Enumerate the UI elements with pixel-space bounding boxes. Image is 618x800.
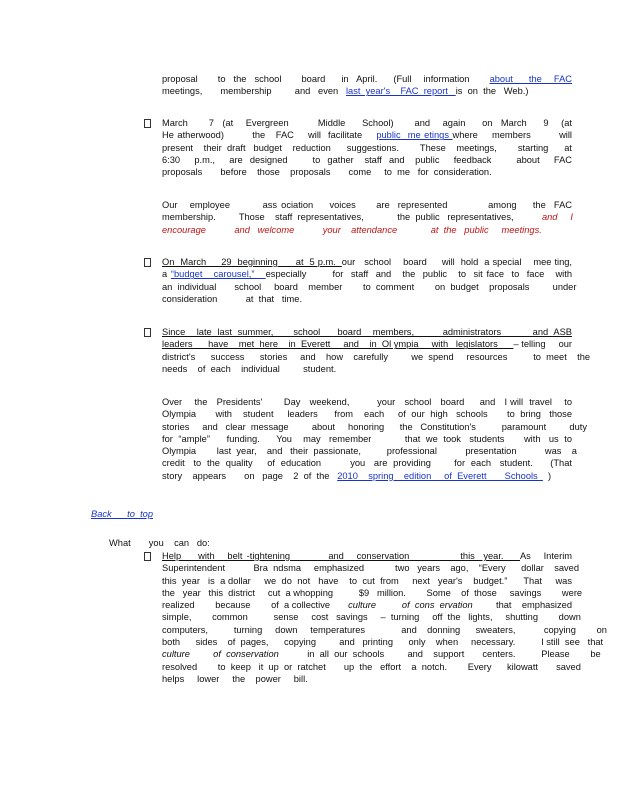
text-line	[162, 351, 591, 363]
text-line	[162, 661, 581, 673]
text-segment: proposals before those proposals come to me for consideration.	[162, 167, 492, 178]
text-segment: and I	[541, 212, 573, 223]
text-segment: computers, turning down temperatures and donning sweaters, copying on	[162, 624, 607, 635]
paragraph-p7	[109, 537, 210, 549]
text-line	[162, 338, 572, 350]
text-line	[162, 166, 572, 178]
text-segment: March 7 (at Evergreen Middle School) and again on March 9 (at	[162, 118, 572, 128]
text-line	[162, 281, 577, 293]
text-line	[162, 636, 604, 648]
text-segment: proposal to the school board in April. (Full information	[162, 74, 490, 84]
text-line	[109, 537, 210, 549]
text-segment: both sides of pages, copying and printing only when necessary. I still see that	[162, 637, 604, 648]
text-segment: )	[542, 470, 552, 481]
text-segment: Superintendent Bra ndsma emphasized two years ago, “Every dollar saved	[162, 563, 579, 574]
text-segment: credit to the quality of education you are providing for each student. (That	[162, 458, 572, 469]
text-segment: the year this district cut a whopping $9 million. Some of those savings were	[162, 587, 583, 598]
text-segment: Olympia with student leaders from each of our high schools to bring those	[162, 409, 572, 420]
hyperlink[interactable]: 2010 spring edition of Everett Schools	[337, 470, 543, 481]
text-line	[162, 550, 572, 562]
text-segment: Since late last summer, school board members, administrators and ASB	[162, 327, 572, 337]
text-segment: stories and clear message about honoring the Constitution's paramount duty	[162, 421, 587, 432]
text-segment: present their draft budget reduction suggestions. These meetings, starting at	[162, 142, 572, 153]
text-line	[162, 611, 581, 623]
bullet-icon	[144, 119, 151, 128]
hyperlink[interactable]: last year's FAC report	[345, 86, 456, 97]
text-segment: that emphasized	[472, 600, 572, 611]
text-line	[162, 73, 572, 85]
text-segment: What you can do:	[109, 538, 210, 548]
text-line	[162, 199, 572, 211]
text-line	[162, 408, 572, 420]
paragraph-p2	[162, 199, 572, 236]
text-line	[91, 508, 154, 520]
text-line	[162, 587, 583, 599]
text-segment: He atherwood) the FAC will facilitate	[162, 130, 377, 141]
paragraph-p0	[162, 73, 572, 98]
text-segment: Help with belt -tightening and conservation this year.	[162, 551, 520, 561]
text-line	[162, 224, 572, 236]
text-segment: story appears on page 2 of the	[162, 470, 338, 481]
text-line	[162, 142, 572, 154]
text-segment: district's success stories and how carefully we spend resources to meet the	[162, 351, 591, 362]
text-segment: culture of cons ervation	[348, 600, 473, 611]
bullet-icon	[144, 552, 151, 561]
text-line	[162, 396, 572, 408]
text-line	[162, 129, 572, 141]
text-segment: where members will	[452, 130, 572, 141]
text-line	[162, 562, 579, 574]
paragraph-p4	[162, 326, 591, 375]
text-segment: is on the Web.)	[455, 86, 529, 97]
text-line	[162, 421, 587, 433]
text-segment: On March 29 beginning at 5 p.m.	[162, 257, 342, 267]
text-segment: realized because of a collective	[162, 600, 349, 611]
text-segment: encourage and welcome your attendance at the public meetings.	[162, 224, 542, 235]
hyperlink[interactable]: about the FAC	[489, 74, 572, 84]
text-segment: simple, common sense cost savings – turning off the lights, shutting down	[162, 612, 581, 623]
text-segment: leaders have met here in Everett and in Ol ympia with legislators	[162, 339, 514, 350]
bullet-icon	[144, 328, 151, 337]
paragraph-p1	[162, 117, 572, 178]
text-line	[162, 268, 572, 280]
text-line	[162, 575, 572, 587]
text-segment: for “ample” funding. You may remember that we took students with us to	[162, 433, 572, 444]
hyperlink[interactable]: “budget carousel,”	[170, 269, 266, 280]
text-line	[162, 457, 572, 469]
text-segment: membership. Those staff representatives, the public representatives,	[162, 212, 542, 223]
hyperlink[interactable]: public me etings	[376, 130, 453, 141]
text-segment: culture of conservation	[162, 649, 279, 660]
text-segment: helps lower the power bill.	[162, 673, 308, 684]
text-line	[162, 256, 572, 268]
text-line	[162, 154, 572, 166]
paragraph-p5	[162, 396, 587, 482]
text-segment: in all our schools and support centers. Please be	[278, 649, 601, 660]
text-line	[162, 433, 572, 445]
text-line	[162, 624, 607, 636]
text-line	[162, 117, 572, 129]
text-segment: needs of each individual student.	[162, 363, 337, 374]
text-segment: Our employee ass ociation voices are represented among the FAC	[162, 200, 572, 210]
text-segment: 6:30 p.m., are designed to gather staff and public feedback about FAC	[162, 154, 572, 165]
text-segment: this year is a dollar we do not have to cut from next year's budget.” That was	[162, 575, 572, 586]
text-line	[162, 326, 572, 338]
text-line	[162, 85, 572, 97]
text-segment: consideration at that time.	[162, 293, 303, 304]
text-line	[162, 293, 572, 305]
hyperlink[interactable]: Back to top	[91, 509, 154, 519]
text-segment: meetings, membership and even	[162, 86, 346, 97]
paragraph-p3	[162, 256, 577, 305]
text-segment: our school board will hold a special mee ting,	[341, 257, 573, 267]
text-line	[162, 211, 572, 223]
text-segment: especially for staff and the public to sit face to face with	[265, 269, 572, 280]
text-line	[162, 673, 572, 685]
paragraph-p8	[162, 550, 607, 685]
text-line	[162, 363, 572, 375]
text-line	[162, 445, 577, 457]
bullet-icon	[144, 258, 151, 267]
text-segment: Olympia last year, and their passionate, professional presentation was a	[162, 446, 577, 457]
paragraph-p6	[91, 508, 154, 520]
text-segment: Over the Presidents' Day weekend, your school board and I will travel to	[162, 397, 572, 407]
text-line	[162, 599, 572, 611]
text-segment: As Interim	[519, 551, 573, 561]
text-line	[162, 648, 601, 660]
text-segment: a	[162, 269, 171, 280]
text-line	[162, 470, 572, 482]
text-segment: – telling our	[513, 339, 573, 350]
text-segment: resolved to keep it up or ratchet up the effort a notch. Every kilowatt saved	[162, 661, 581, 672]
text-segment: an individual school board member to comment on budget proposals under	[162, 281, 577, 292]
